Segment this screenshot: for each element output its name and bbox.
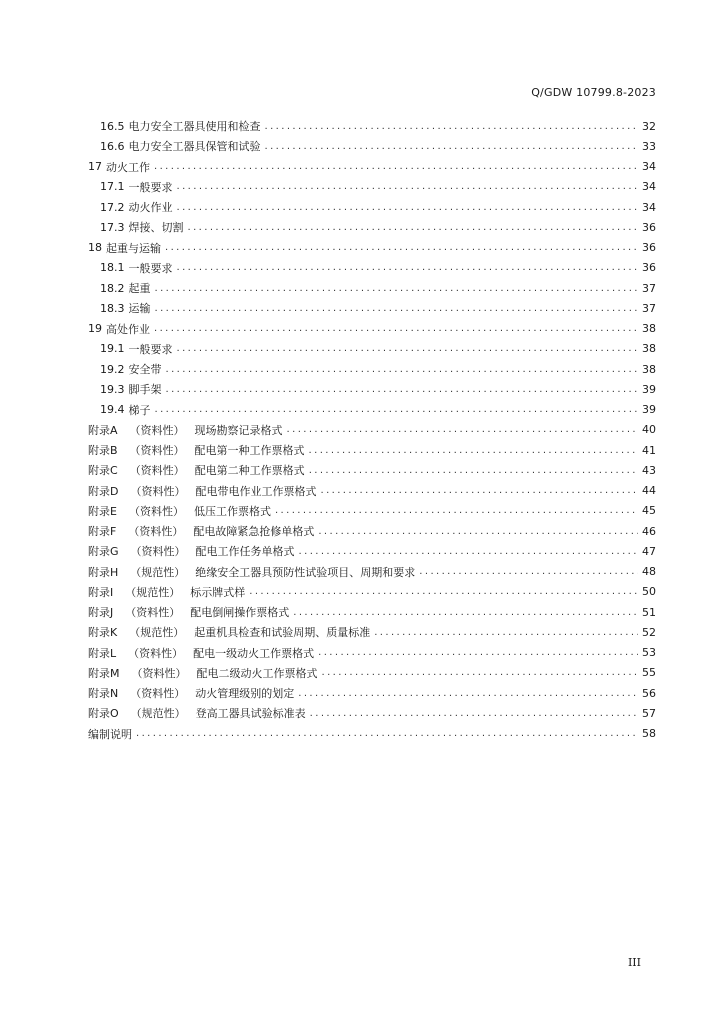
toc-leader-dots [177, 202, 639, 213]
toc-leader-dots [299, 546, 638, 557]
toc-entry-title: 电力安全工器具保管和试验 [128, 140, 261, 154]
toc-entry-page: 32 [642, 119, 656, 133]
toc-entry-page: 53 [642, 646, 656, 660]
toc-entry[interactable] [88, 197, 656, 217]
toc-entry-title: 起重 [128, 282, 151, 296]
toc-entry[interactable] [88, 440, 656, 460]
toc-entry-page: 38 [642, 362, 656, 376]
toc-entry-number: 18 [88, 241, 102, 255]
toc-entry-title: 电力安全工器具使用和检查 [128, 120, 261, 134]
toc-entry-page: 40 [642, 423, 656, 437]
toc-entry-annex-type: （资料性） [130, 687, 186, 701]
toc-entry-page: 57 [642, 706, 656, 720]
toc-entry-title: 配电倒闸操作票格式 [190, 606, 290, 620]
toc-leader-dots [155, 404, 639, 415]
toc-entry-title: 动火管理级别的划定 [195, 687, 295, 701]
toc-entry-title: 动火作业 [128, 201, 173, 215]
toc-entry[interactable] [88, 339, 656, 359]
toc-leader-dots [318, 526, 638, 537]
toc-leader-dots [166, 384, 639, 395]
toc-entry-page: 55 [642, 666, 656, 680]
toc-entry[interactable] [88, 622, 656, 642]
toc-leader-dots [154, 323, 638, 334]
toc-entry-title: 标示牌式样 [190, 585, 246, 599]
toc-entry[interactable] [88, 217, 656, 237]
toc-entry-title: 起重与运输 [106, 241, 161, 255]
toc-entry[interactable] [88, 400, 656, 420]
toc-leader-dots [136, 728, 638, 739]
toc-entry-number: 附录M [88, 666, 120, 680]
toc-leader-dots [287, 424, 638, 435]
toc-entry[interactable] [88, 541, 656, 561]
toc-leader-dots [165, 242, 638, 253]
toc-entry-number: 18.3 [100, 301, 125, 315]
toc-entry-page: 36 [642, 220, 656, 234]
toc-leader-dots [177, 262, 639, 273]
toc-entry[interactable] [88, 278, 656, 298]
toc-leader-dots [177, 181, 639, 192]
toc-entry-title: 运输 [128, 302, 151, 316]
toc-entry-title: 现场勘察记录格式 [194, 423, 283, 437]
toc-entry[interactable] [88, 683, 656, 703]
toc-entry-number: 附录B [88, 444, 118, 458]
toc-entry[interactable] [88, 379, 656, 399]
toc-entry-number: 17.2 [100, 200, 125, 214]
toc-entry-number: 17 [88, 160, 102, 174]
toc-entry-number: 19.2 [100, 362, 125, 376]
toc-entry-page: 38 [642, 322, 656, 336]
toc-entry-title: 配电带电作业工作票格式 [195, 484, 317, 498]
toc-entry-page: 51 [642, 605, 656, 619]
toc-entry-title: 配电第二种工作票格式 [194, 464, 305, 478]
toc-entry-title: 配电故障紧急抢修单格式 [193, 525, 315, 539]
toc-entry[interactable] [88, 298, 656, 318]
toc-entry-page: 48 [642, 565, 656, 579]
toc-entry-number: 17.1 [100, 180, 125, 194]
toc-leader-dots [154, 161, 638, 172]
toc-entry-title: 焊接、切割 [128, 221, 184, 235]
toc-entry-number: 附录J [88, 606, 114, 620]
toc-entry-page: 37 [642, 281, 656, 295]
toc-entry-page: 41 [642, 443, 656, 457]
toc-entry-title: 脚手架 [128, 383, 162, 397]
toc-entry-number: 附录E [88, 504, 117, 518]
toc-entry-title: 配电二级动火工作票格式 [196, 666, 318, 680]
toc-entry-number: 19.3 [100, 382, 125, 396]
toc-entry-page: 39 [642, 403, 656, 417]
toc-entry-page: 39 [642, 382, 656, 396]
toc-entry-annex-type: （资料性） [125, 606, 181, 620]
toc-leader-dots [419, 566, 638, 577]
toc-entry-number: 附录G [88, 545, 119, 559]
toc-entry[interactable] [88, 643, 656, 663]
toc-entry[interactable] [88, 136, 656, 156]
toc-entry-number: 附录H [88, 565, 119, 579]
toc-entry-annex-type: （规范性） [130, 707, 186, 721]
toc-entry-page: 34 [642, 160, 656, 174]
toc-leader-dots [320, 485, 638, 496]
toc-entry[interactable] [88, 663, 656, 683]
toc-entry-page: 36 [642, 261, 656, 275]
toc-entry[interactable] [88, 177, 656, 197]
table-of-contents [88, 116, 656, 744]
toc-entry-title: 高处作业 [106, 322, 150, 336]
toc-entry-title: 梯子 [128, 403, 151, 417]
toc-entry[interactable] [88, 724, 656, 744]
toc-entry-annex-type: （资料性） [128, 646, 184, 660]
toc-entry-title: 登高工器具试验标准表 [195, 707, 306, 721]
toc-leader-dots [177, 343, 639, 354]
toc-entry-annex-type: （规范性） [129, 626, 185, 640]
toc-leader-dots [155, 303, 639, 314]
toc-entry-number: 19.4 [100, 403, 125, 417]
toc-leader-dots [275, 505, 638, 516]
toc-entry[interactable] [88, 562, 656, 582]
toc-entry-page: 38 [642, 342, 656, 356]
toc-entry[interactable] [88, 481, 656, 501]
toc-entry-number: 附录N [88, 687, 119, 701]
toc-entry-number: 18.1 [100, 261, 125, 275]
toc-entry-annex-type: （资料性） [130, 545, 186, 559]
toc-entry-number: 附录K [88, 626, 118, 640]
toc-entry-annex-type: （资料性） [128, 504, 184, 518]
toc-entry-title: 配电工作任务单格式 [195, 545, 295, 559]
toc-entry-page: 34 [642, 180, 656, 194]
toc-leader-dots [309, 465, 638, 476]
toc-entry[interactable] [88, 258, 656, 278]
toc-entry-page: 45 [642, 504, 656, 518]
toc-entry-page: 46 [642, 524, 656, 538]
toc-entry-number: 16.6 [100, 139, 125, 153]
toc-leader-dots [298, 688, 638, 699]
toc-entry-page: 37 [642, 301, 656, 315]
toc-entry-annex-type: （资料性） [129, 423, 185, 437]
toc-entry-number: 附录L [88, 646, 117, 660]
toc-entry-annex-type: （资料性） [131, 666, 187, 680]
toc-entry-annex-type: （规范性） [125, 585, 181, 599]
toc-entry-title: 起重机具检查和试验周期、质量标准 [194, 626, 371, 640]
toc-entry-title: 动火工作 [106, 160, 150, 174]
toc-leader-dots [265, 121, 639, 132]
toc-leader-dots [155, 283, 639, 294]
toc-entry[interactable] [88, 582, 656, 602]
toc-entry-title: 一般要求 [128, 342, 173, 356]
toc-entry[interactable] [88, 359, 656, 379]
toc-entry[interactable] [88, 521, 656, 541]
toc-entry[interactable] [88, 319, 656, 339]
toc-entry-page: 33 [642, 139, 656, 153]
toc-entry[interactable] [88, 116, 656, 136]
toc-entry-page: 47 [642, 544, 656, 558]
document-code: Q/GDW 10799.8-2023 [531, 86, 656, 99]
toc-entry-annex-type: （资料性） [128, 525, 184, 539]
toc-leader-dots [309, 445, 638, 456]
toc-entry-page: 58 [642, 727, 656, 741]
toc-leader-dots [166, 364, 639, 375]
toc-entry-number: 18.2 [100, 281, 125, 295]
toc-entry-title: 一般要求 [128, 261, 173, 275]
toc-entry-number: 附录D [88, 484, 119, 498]
toc-entry-page: 36 [642, 241, 656, 255]
toc-leader-dots [188, 222, 639, 233]
toc-entry[interactable] [88, 602, 656, 622]
toc-entry[interactable] [88, 501, 656, 521]
toc-entry-number: 附录F [88, 525, 117, 539]
toc-entry-annex-type: （资料性） [129, 464, 185, 478]
toc-entry[interactable] [88, 238, 656, 258]
toc-entry-number: 附录I [88, 585, 114, 599]
toc-entry-page: 50 [642, 585, 656, 599]
toc-entry[interactable] [88, 460, 656, 480]
toc-leader-dots [265, 141, 639, 152]
toc-entry[interactable] [88, 157, 656, 177]
toc-entry-number: 19 [88, 322, 102, 336]
toc-entry-title: 一般要求 [128, 180, 173, 194]
toc-leader-dots [374, 627, 638, 638]
toc-entry-page: 56 [642, 686, 656, 700]
toc-entry-annex-type: （规范性） [130, 565, 186, 579]
toc-leader-dots [322, 667, 639, 678]
toc-entry-title: 低压工作票格式 [193, 504, 271, 518]
toc-entry-annex-type: （资料性） [129, 444, 185, 458]
page-number: III [627, 956, 641, 969]
toc-leader-dots [249, 586, 638, 597]
toc-entry[interactable] [88, 703, 656, 723]
toc-entry-title: 配电一级动火工作票格式 [193, 646, 315, 660]
toc-entry-annex-type: （资料性） [130, 484, 186, 498]
toc-entry-page: 44 [642, 484, 656, 498]
toc-entry-page: 52 [642, 625, 656, 639]
toc-entry-page: 43 [642, 463, 656, 477]
toc-leader-dots [293, 607, 638, 618]
toc-entry[interactable] [88, 420, 656, 440]
toc-entry-number: 17.3 [100, 220, 125, 234]
toc-entry-number: 19.1 [100, 342, 125, 356]
toc-entry-number: 附录O [88, 707, 119, 721]
toc-entry-title: 安全带 [128, 363, 162, 377]
toc-entry-number: 附录C [88, 464, 118, 478]
toc-entry-page: 34 [642, 200, 656, 214]
toc-leader-dots [310, 708, 638, 719]
toc-leader-dots [318, 647, 638, 658]
toc-entry-title: 绝缘安全工器具预防性试验项目、周期和要求 [195, 565, 416, 579]
toc-entry-number: 16.5 [100, 119, 125, 133]
toc-entry-number: 附录A [88, 423, 118, 437]
toc-entry-title: 编制说明 [88, 727, 132, 741]
toc-entry-title: 配电第一种工作票格式 [194, 444, 305, 458]
